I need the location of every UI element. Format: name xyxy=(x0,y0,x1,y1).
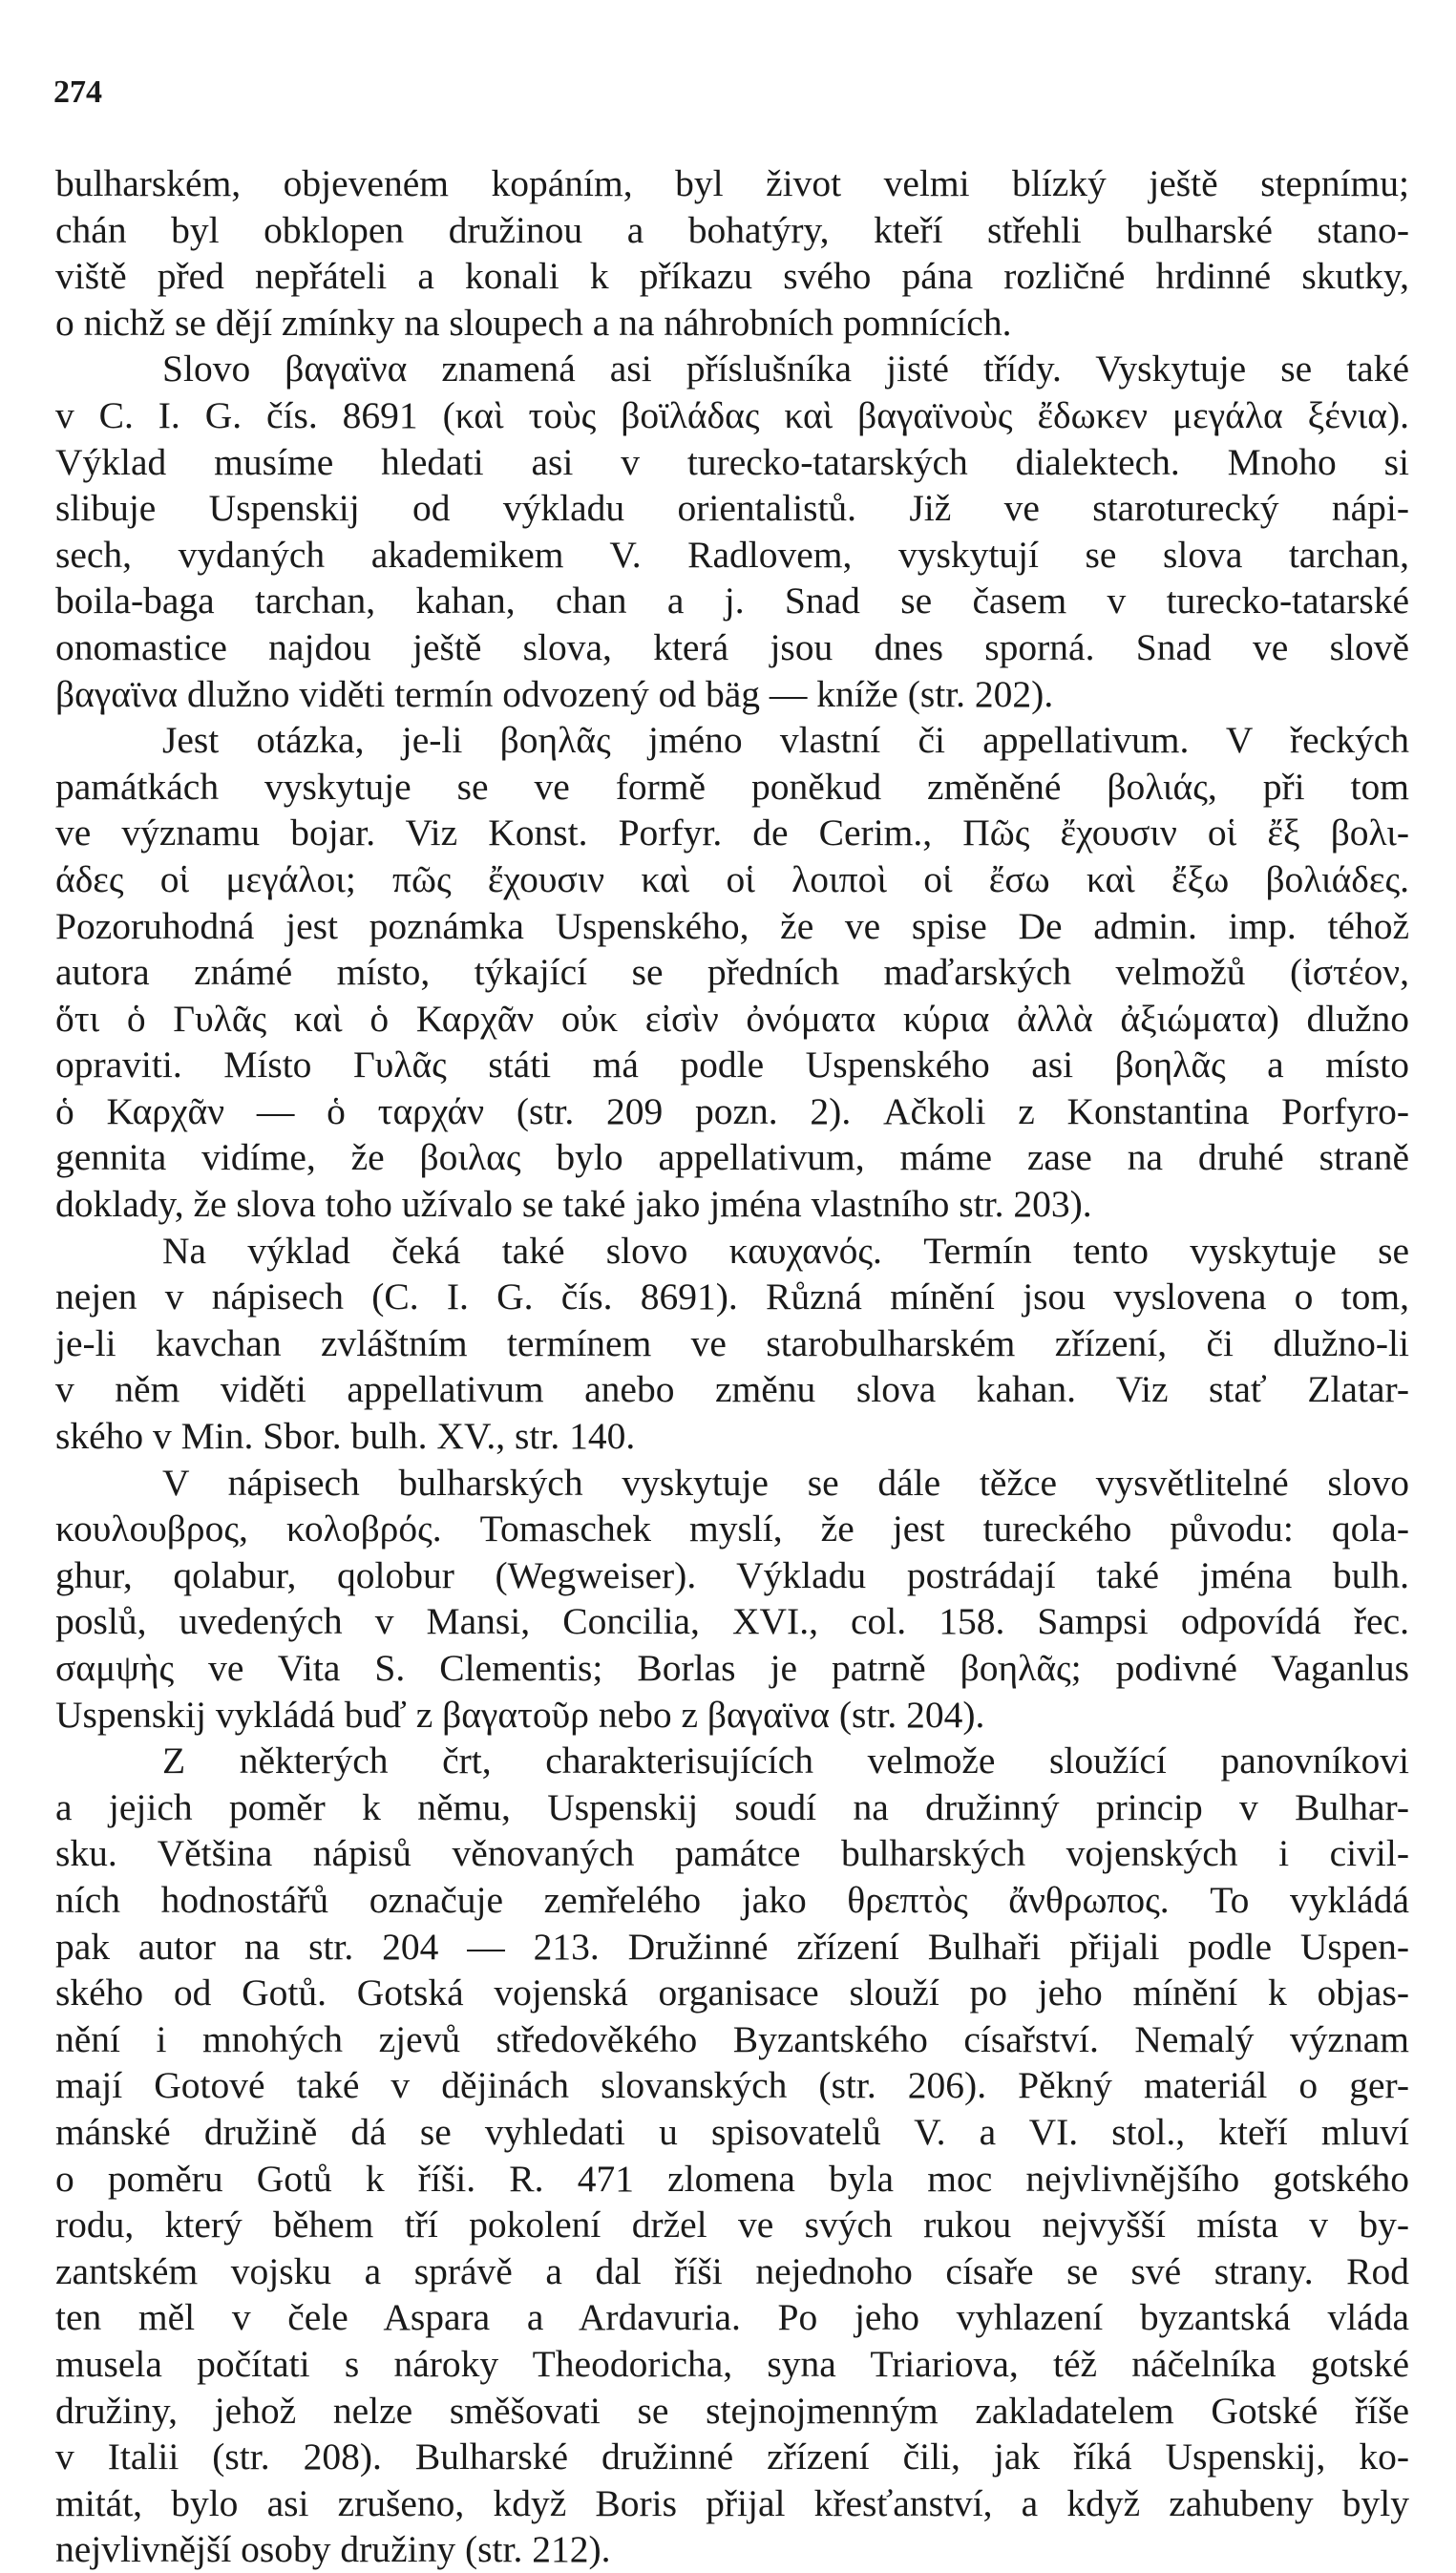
text-line: Pozoruhodná jest poznámka Uspenského, že ve spise De admin. imp. téhož xyxy=(55,904,1409,947)
text-line: Slovo βαγαϊνα znamená asi příslušníka jisté třídy. Vyskytuje se také xyxy=(162,348,1409,390)
text-line: βαγαϊνα dlužno viděti termín odvozený od bäg — kníže (str. 202). xyxy=(55,672,1054,715)
text-line: v C. I. G. čís. 8691 (καὶ τοὺς βοϊλάδας καὶ βαγαϊνοὺς ἔδωκεν μεγάλα ξένια). xyxy=(55,393,1409,436)
text-line: zantském vojsku a správě a dal říši nejednoho císaře se své strany. Rod xyxy=(55,2249,1409,2292)
text-line: mitát, bylo asi zrušeno, když Boris přijal křesťanství, a když zahubeny byly xyxy=(55,2481,1409,2524)
text-line: onomastice najdou ještě slova, která jsou dnes sporná. Snad ve slově xyxy=(55,625,1409,668)
text-line: bulharském, objeveném kopáním, byl život velmi blízký ještě stepnímu; xyxy=(55,162,1409,204)
page-number: 274 xyxy=(53,74,102,110)
text-line: pak autor na str. 204 — 213. Družinné zřízení Bulhaři přijali podle Uspen- xyxy=(55,1925,1409,1968)
paragraph xyxy=(55,1738,1409,2573)
text-line: ních hodnostářů označuje zemřelého jako θρεπτὸς ἄνθρωπος. To vykládá xyxy=(55,1878,1409,1921)
text-line: družiny, jehož nelze směšovati se stejnojmenným zakladatelem Gotské říše xyxy=(55,2389,1409,2432)
text-line: ὅτι ὁ Γυλᾶς καὶ ὁ Καρχᾶν οὐκ εἰσὶν ὀνόματα κύρια ἀλλὰ ἀξιώματα) dlužno xyxy=(55,997,1409,1040)
text-line: nění i mnohých zjevů středověkého Byzantského císařství. Nemalý význam xyxy=(55,2017,1409,2060)
paragraph xyxy=(55,160,1409,346)
text-line: o nichž se dějí zmínky na sloupech a na náhrobních pomnících. xyxy=(55,301,1012,344)
paragraph xyxy=(55,1460,1409,1739)
text-line: doklady, že slova toho užívalo se také jako jména vlastního str. 203). xyxy=(55,1183,1092,1226)
text-line: ve významu bojar. Viz Konst. Porfyr. de Cerim., Πῶς ἔχουσιν οἱ ἔξ βολι- xyxy=(55,812,1409,854)
text-line: sku. Většina nápisů věnovaných památce bulharských vojenských i civil- xyxy=(55,1832,1409,1875)
paragraph xyxy=(55,1228,1409,1460)
paragraph xyxy=(55,717,1409,1228)
text-line: gennita vidíme, že βοιλας bylo appellativum, máme zase na druhé straně xyxy=(55,1136,1409,1179)
text-line: mánské družině dá se vyhledati u spisovatelů V. a VI. stol., kteří mluví xyxy=(55,2110,1409,2153)
text-line: boila-baga tarchan, kahan, chan a j. Snad se časem v turecko-tatarské xyxy=(55,580,1409,622)
body-text xyxy=(55,160,1409,2573)
text-line: σαμψὴς ve Vita S. Clementis; Borlas je patrně βοηλᾶς; podivné Vaganlus xyxy=(55,1647,1409,1689)
text-line: rodu, který během tří pokolení držel ve svých rukou nejvyšší místa v by- xyxy=(55,2204,1409,2246)
text-line: památkách vyskytuje se ve formě poněkud změněné βολιάς, při tom xyxy=(55,765,1409,808)
text-line: sech, vydaných akademikem V. Radlovem, vyskytují se slova tarchan, xyxy=(55,533,1409,576)
text-line: Uspenskij vykládá buď z βαγατοῦρ nebo z βαγαϊνα (str. 204). xyxy=(55,1693,985,1736)
text-line: άδες οἱ μεγάλοι; πῶς ἔχουσιν καὶ οἱ λοιποὶ οἱ ἔσω καὶ ἔξω βολιάδες. xyxy=(55,857,1409,900)
text-line: Na výklad čeká také slovo καυχανός. Termín tento vyskytuje se xyxy=(162,1229,1409,1272)
text-line: je-li kavchan zvláštním termínem ve starobulharském zřízení, či dlužno-li xyxy=(55,1321,1409,1364)
text-line: ghur, qolabur, qolobur (Wegweiser). Výkladu postrádají také jména bulh. xyxy=(55,1553,1409,1596)
text-line: opraviti. Místo Γυλᾶς státi má podle Uspenského asi βοηλᾶς a místo xyxy=(55,1044,1409,1086)
text-line: nejvlivnější osoby družiny (str. 212). xyxy=(55,2528,611,2571)
paragraph xyxy=(55,346,1409,717)
text-line: ten měl v čele Aspara a Ardavuria. Po jeho vyhlazení byzantská vláda xyxy=(55,2296,1409,2339)
text-line: V nápisech bulharských vyskytuje se dále těžce vysvětlitelné slovo xyxy=(162,1461,1409,1504)
text-line: κουλουβρος, κολοβρός. Tomaschek myslí, že jest tureckého původu: qola- xyxy=(55,1508,1409,1550)
text-line: ského v Min. Sbor. bulh. XV., str. 140. xyxy=(55,1415,636,1458)
text-line: poslů, uvedených v Mansi, Concilia, XVI., col. 158. Sampsi odpovídá řec. xyxy=(55,1600,1409,1643)
text-line: Jest otázka, je-li βοηλᾶς jméno vlastní či appellativum. V řeckých xyxy=(162,719,1409,762)
text-line: mají Gotové také v dějinách slovanských (str. 206). Pěkný materiál o ger- xyxy=(55,2064,1409,2107)
text-line: v Italii (str. 208). Bulharské družinné zřízení čili, jak říká Uspenskij, ko- xyxy=(55,2436,1409,2478)
text-line: musela počítati s nároky Theodoricha, syna Triariova, též náčelníka gotské xyxy=(55,2342,1409,2385)
text-line: Výklad musíme hledati asi v turecko-tatarských dialektech. Mnoho si xyxy=(55,440,1409,483)
text-line: Z některých črt, charakterisujících velmože sloužící panovníkovi xyxy=(162,1740,1409,1782)
text-line: v něm viděti appellativum anebo změnu slova kahan. Viz stať Zlatar- xyxy=(55,1368,1409,1411)
text-line: o poměru Gotů k říši. R. 471 zlomena byla moc nejvlivnějšího gotského xyxy=(55,2157,1409,2200)
text-line: nejen v nápisech (C. I. G. čís. 8691). Různá mínění jsou vyslovena o tom, xyxy=(55,1276,1409,1318)
text-line: chán byl obklopen družinou a bohatýry, kteří střehli bulharské stano- xyxy=(55,208,1409,251)
text-line: ského od Gotů. Gotská vojenská organisace slouží po jeho mínění k objas- xyxy=(55,1972,1409,2014)
text-line: viště před nepřáteli a konali k příkazu svého pána rozličné hrdinné skutky, xyxy=(55,255,1409,298)
text-line: ὁ Καρχᾶν — ὁ ταρχάν (str. 209 pozn. 2). Ačkoli z Konstantina Porfyro- xyxy=(55,1089,1409,1132)
text-line: slibuje Uspenskij od výkladu orientalistů. Již ve staroturecký nápi- xyxy=(55,487,1409,530)
text-line: autora známé místo, týkající se předních maďarských velmožů (ἰστέον, xyxy=(55,951,1409,994)
text-line: a jejich poměr k němu, Uspenskij soudí na družinný princip v Bulhar- xyxy=(55,1785,1409,1828)
